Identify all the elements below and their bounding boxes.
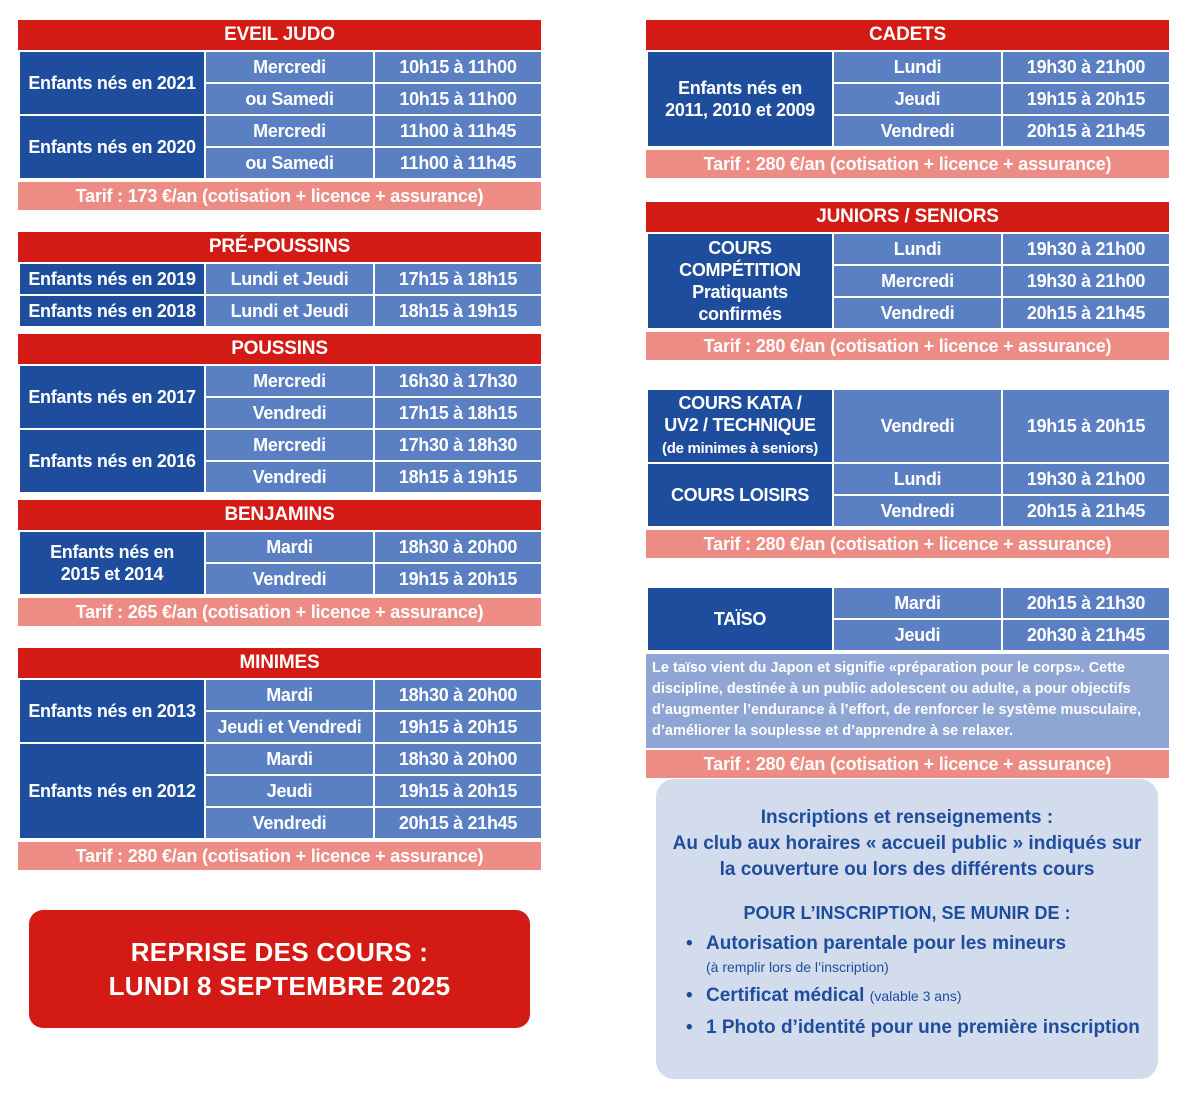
section-taiso bbox=[646, 586, 1169, 778]
day-cell: Lundi bbox=[833, 51, 1002, 83]
description-line: d’augmenter l’endurance à l’effort, de renforcer le système musculaire, bbox=[652, 702, 1142, 718]
table-row bbox=[19, 51, 542, 83]
time-cell: 18h15 à 19h15 bbox=[374, 295, 542, 327]
day-cell: Vendredi bbox=[833, 389, 1002, 463]
schedule-table bbox=[646, 388, 1171, 528]
time-cell: 16h30 à 17h30 bbox=[374, 365, 542, 397]
section-poussins bbox=[18, 334, 541, 494]
schedule-table bbox=[646, 586, 1171, 652]
time-cell: 19h15 à 20h15 bbox=[1002, 83, 1170, 115]
table-row bbox=[647, 51, 1170, 83]
info-line: Au club aux horaires « accueil public » indiqués sur bbox=[672, 833, 1142, 854]
age-group-line: COURS COMPÉTITION bbox=[679, 238, 801, 280]
section-eveil-judo bbox=[18, 20, 541, 210]
info-heading: Inscriptions et renseignements : bbox=[760, 807, 1054, 828]
section-title: EVEIL JUDO bbox=[18, 20, 541, 50]
time-cell: 18h30 à 20h00 bbox=[374, 743, 542, 775]
table-row bbox=[647, 587, 1170, 619]
table-row bbox=[19, 743, 542, 775]
reprise-date: LUNDI 8 SEPTEMBRE 2025 bbox=[108, 971, 451, 1001]
bullet-icon: • bbox=[686, 933, 693, 954]
day-cell: Lundi et Jeudi bbox=[205, 263, 374, 295]
table-row bbox=[647, 463, 1170, 495]
schedule-table bbox=[18, 50, 543, 180]
section-title: CADETS bbox=[646, 20, 1169, 50]
description-line: d’améliorer la souplesse et d’apprendre à se relaxer. bbox=[652, 723, 1014, 739]
list-item-label: Certificat médical bbox=[706, 985, 865, 1006]
day-cell: Vendredi bbox=[205, 461, 374, 493]
age-group: Enfants nés en 2020 bbox=[19, 115, 205, 179]
schedule-table bbox=[18, 530, 543, 596]
age-group-line: Enfants nés en bbox=[50, 542, 174, 562]
age-group: COURS LOISIRS bbox=[647, 463, 833, 527]
age-group-line: (de minimes à seniors) bbox=[662, 440, 818, 457]
age-group: Enfants nés en 2017 bbox=[19, 365, 205, 429]
table-row bbox=[19, 263, 542, 295]
day-cell: Mercredi bbox=[833, 265, 1002, 297]
tarif-bar: Tarif : 280 €/an (cotisation + licence + assurance) bbox=[646, 530, 1169, 558]
description-line: Le taïso vient du Japon et signifie «préparation pour le corps». Cette bbox=[652, 660, 1125, 676]
section-minimes bbox=[18, 648, 541, 870]
day-cell: Vendredi bbox=[205, 563, 374, 595]
table-row bbox=[19, 365, 542, 397]
table-row bbox=[19, 115, 542, 147]
time-cell: 17h15 à 18h15 bbox=[374, 397, 542, 429]
table-row bbox=[647, 233, 1170, 265]
time-cell: 10h15 à 11h00 bbox=[374, 83, 542, 115]
day-cell: Mercredi bbox=[205, 51, 374, 83]
registration-info-box bbox=[656, 779, 1158, 1079]
description-line: discipline, destinée à un public adolescent ou adulte, a pour objectifs bbox=[652, 681, 1131, 697]
day-cell: Vendredi bbox=[833, 297, 1002, 329]
list-item-note: (valable 3 ans) bbox=[869, 988, 962, 1004]
list-item-label: 1 Photo d’identité pour une première inscription bbox=[706, 1017, 1140, 1038]
schedule-table bbox=[18, 262, 543, 328]
age-group: Enfants nés en 2013 bbox=[19, 679, 205, 743]
age-group: TAÏSO bbox=[647, 587, 833, 651]
day-cell: Jeudi bbox=[833, 83, 1002, 115]
list-item-note: (à remplir lors de l’inscription) bbox=[706, 959, 889, 975]
bullet-icon: • bbox=[686, 1017, 693, 1038]
age-group-line: UV2 / TECHNIQUE bbox=[664, 415, 816, 435]
schedule-table bbox=[18, 678, 543, 840]
day-cell: Mardi bbox=[205, 531, 374, 563]
list-item bbox=[686, 931, 1158, 977]
day-cell: ou Samedi bbox=[205, 83, 374, 115]
taiso-description bbox=[646, 654, 1169, 748]
time-cell: 19h30 à 21h00 bbox=[1002, 233, 1170, 265]
time-cell: 17h30 à 18h30 bbox=[374, 429, 542, 461]
tarif-bar: Tarif : 280 €/an (cotisation + licence + assurance) bbox=[18, 842, 541, 870]
age-group bbox=[647, 389, 833, 463]
day-cell: Mardi bbox=[833, 587, 1002, 619]
info-subtitle: POUR L’INSCRIPTION, SE MUNIR DE : bbox=[743, 903, 1071, 923]
time-cell: 19h30 à 21h00 bbox=[1002, 51, 1170, 83]
section-juniors-seniors bbox=[646, 202, 1169, 360]
time-cell: 20h15 à 21h45 bbox=[1002, 495, 1170, 527]
day-cell: Lundi et Jeudi bbox=[205, 295, 374, 327]
age-group bbox=[19, 531, 205, 595]
schedule-table bbox=[646, 232, 1171, 330]
day-cell: Mercredi bbox=[205, 429, 374, 461]
age-group: Enfants nés en 2012 bbox=[19, 743, 205, 839]
list-item bbox=[686, 1015, 1158, 1041]
table-row bbox=[647, 389, 1170, 463]
age-group bbox=[647, 233, 833, 329]
time-cell: 20h15 à 21h45 bbox=[374, 807, 542, 839]
day-cell: Lundi bbox=[833, 233, 1002, 265]
list-item-label: Autorisation parentale pour les mineurs bbox=[706, 933, 1067, 954]
age-group: Enfants nés en 2016 bbox=[19, 429, 205, 493]
table-row bbox=[19, 531, 542, 563]
section-kata-loisirs bbox=[646, 388, 1169, 558]
day-cell: Mercredi bbox=[205, 115, 374, 147]
time-cell: 19h15 à 20h15 bbox=[1002, 389, 1170, 463]
tarif-bar: Tarif : 173 €/an (cotisation + licence + assurance) bbox=[18, 182, 541, 210]
section-title: BENJAMINS bbox=[18, 500, 541, 530]
age-group-line: COURS KATA / bbox=[678, 393, 802, 413]
time-cell: 17h15 à 18h15 bbox=[374, 263, 542, 295]
table-row bbox=[19, 429, 542, 461]
day-cell: Vendredi bbox=[205, 397, 374, 429]
section-title: POUSSINS bbox=[18, 334, 541, 364]
bullet-icon: • bbox=[686, 985, 693, 1006]
section-title: PRÉ-POUSSINS bbox=[18, 232, 541, 262]
left-column bbox=[18, 20, 541, 892]
reprise-line: REPRISE DES COURS : bbox=[130, 937, 429, 967]
day-cell: Jeudi bbox=[205, 775, 374, 807]
tarif-bar: Tarif : 280 €/an (cotisation + licence + assurance) bbox=[646, 750, 1169, 778]
section-benjamins bbox=[18, 500, 541, 626]
info-line: la couverture ou lors des différents cours bbox=[719, 859, 1095, 880]
time-cell: 19h30 à 21h00 bbox=[1002, 463, 1170, 495]
time-cell: 19h15 à 20h15 bbox=[374, 775, 542, 807]
day-cell: Mercredi bbox=[205, 365, 374, 397]
age-group-line: 2011, 2010 et 2009 bbox=[665, 100, 815, 120]
time-cell: 20h15 à 21h30 bbox=[1002, 587, 1170, 619]
time-cell: 18h30 à 20h00 bbox=[374, 531, 542, 563]
age-group bbox=[647, 51, 833, 147]
time-cell: 11h00 à 11h45 bbox=[374, 115, 542, 147]
right-column bbox=[646, 20, 1169, 800]
time-cell: 10h15 à 11h00 bbox=[374, 51, 542, 83]
time-cell: 19h15 à 20h15 bbox=[374, 563, 542, 595]
day-cell: Vendredi bbox=[833, 115, 1002, 147]
day-cell: Vendredi bbox=[833, 495, 1002, 527]
day-cell: Mardi bbox=[205, 743, 374, 775]
time-cell: 20h15 à 21h45 bbox=[1002, 115, 1170, 147]
age-group-line: Enfants nés en bbox=[678, 78, 802, 98]
day-cell: Jeudi et Vendredi bbox=[205, 711, 374, 743]
time-cell: 11h00 à 11h45 bbox=[374, 147, 542, 179]
age-group-line: Pratiquants bbox=[692, 282, 788, 302]
time-cell: 18h30 à 20h00 bbox=[374, 679, 542, 711]
table-row bbox=[19, 679, 542, 711]
reprise-banner bbox=[29, 910, 530, 1028]
day-cell: Lundi bbox=[833, 463, 1002, 495]
schedule-table bbox=[646, 50, 1171, 148]
age-group: Enfants nés en 2021 bbox=[19, 51, 205, 115]
section-cadets bbox=[646, 20, 1169, 178]
age-group: Enfants nés en 2019 bbox=[19, 263, 205, 295]
section-pre-poussins bbox=[18, 232, 541, 328]
tarif-bar: Tarif : 280 €/an (cotisation + licence + assurance) bbox=[646, 150, 1169, 178]
time-cell: 19h30 à 21h00 bbox=[1002, 265, 1170, 297]
section-title: MINIMES bbox=[18, 648, 541, 678]
time-cell: 19h15 à 20h15 bbox=[374, 711, 542, 743]
age-group-line: 2015 et 2014 bbox=[60, 564, 164, 584]
time-cell: 18h15 à 19h15 bbox=[374, 461, 542, 493]
day-cell: ou Samedi bbox=[205, 147, 374, 179]
table-row bbox=[19, 295, 542, 327]
tarif-bar: Tarif : 265 €/an (cotisation + licence + assurance) bbox=[18, 598, 541, 626]
section-title: JUNIORS / SENIORS bbox=[646, 202, 1169, 232]
day-cell: Jeudi bbox=[833, 619, 1002, 651]
age-group: Enfants nés en 2018 bbox=[19, 295, 205, 327]
requirements-list bbox=[686, 931, 1158, 1041]
day-cell: Vendredi bbox=[205, 807, 374, 839]
schedule-table bbox=[18, 364, 543, 494]
tarif-bar: Tarif : 280 €/an (cotisation + licence + assurance) bbox=[646, 332, 1169, 360]
day-cell: Mardi bbox=[205, 679, 374, 711]
time-cell: 20h15 à 21h45 bbox=[1002, 297, 1170, 329]
age-group-line: confirmés bbox=[698, 304, 782, 324]
time-cell: 20h30 à 21h45 bbox=[1002, 619, 1170, 651]
list-item bbox=[686, 983, 1158, 1009]
